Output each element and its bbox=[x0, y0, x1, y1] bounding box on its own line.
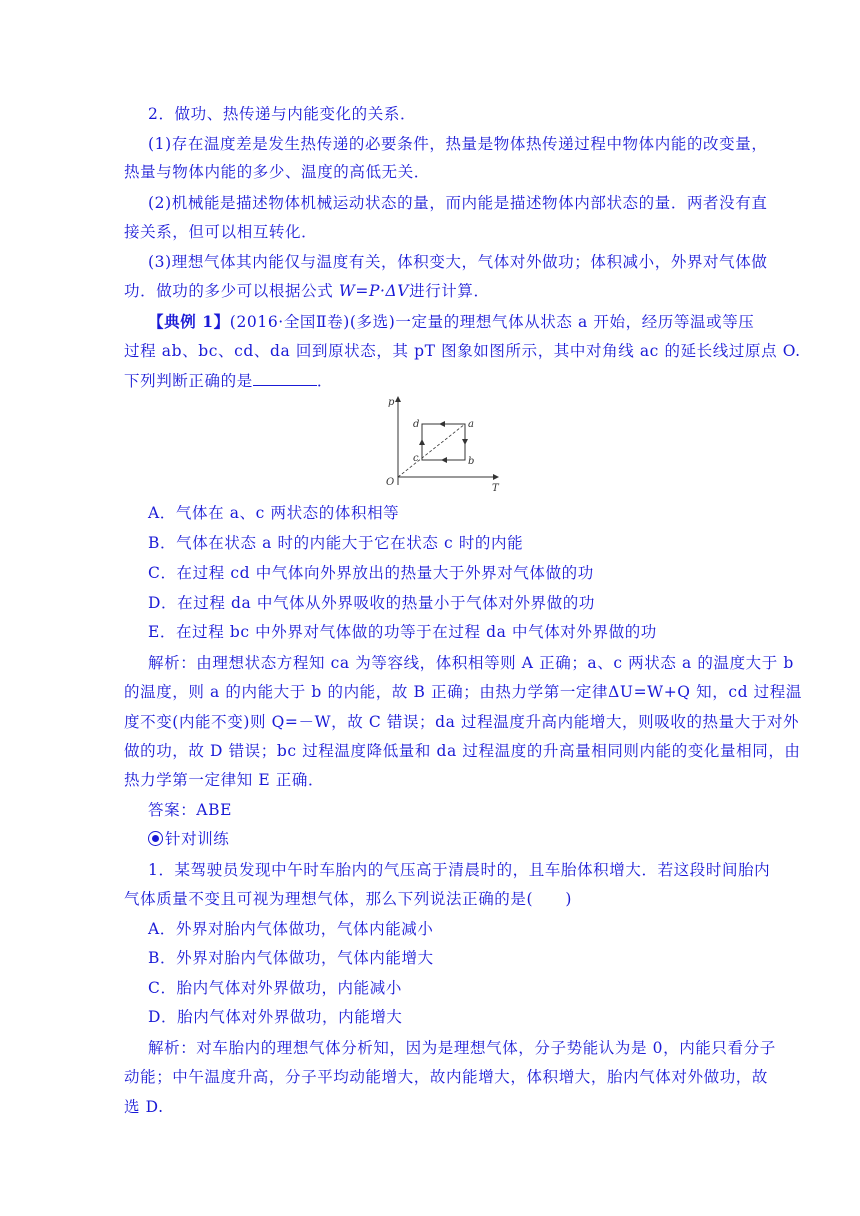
analysis-line: 热力学第一定律知 E 正确． bbox=[124, 771, 325, 789]
point-b-label: b bbox=[468, 456, 475, 467]
analysis-line: 的温度，则 a 的内能大于 b 的内能，故 B 正确；由热力学第一定律ΔU=W+Q 知，cd 过程温 bbox=[124, 683, 802, 701]
analysis-line: 解析：对车胎内的理想气体分析知，因为是理想气体，分子势能认为是 0，内能只看分子 bbox=[148, 1039, 776, 1057]
example-line: 【典例 1】(2016·全国Ⅱ卷)(多选)一定量的理想气体从状态 a 开始，经历等温或等压 bbox=[148, 312, 755, 331]
training-heading: 针对训练 bbox=[148, 829, 778, 849]
option-D: D．在过程 da 中气体从外界吸收的热量小于气体对外界做的功 bbox=[148, 594, 595, 612]
option-B: B．气体在状态 a 时的内能大于它在状态 c 时的内能 bbox=[148, 534, 524, 552]
section-heading: 2．做功、热传递与内能变化的关系． bbox=[148, 105, 417, 123]
option-E: E．在过程 bc 中外界对气体做的功等于在过程 da 中气体对外界做的功 bbox=[148, 623, 657, 641]
diagonal-ac bbox=[398, 424, 465, 477]
option-B: B．外界对胎内气体做功，气体内能增大 bbox=[148, 949, 434, 967]
bullet-icon bbox=[148, 831, 163, 846]
point-a-label: a bbox=[468, 419, 474, 430]
arrow-bc bbox=[441, 457, 447, 463]
example-label: 【典例 1】 bbox=[148, 312, 230, 331]
question-line: 气体质量不变且可视为理想气体，那么下列说法正确的是( ) bbox=[124, 890, 572, 908]
arrow-da bbox=[439, 421, 445, 427]
paragraph-line: (1)存在温度差是发生热传递的必要条件，热量是物体热传递过程中物体内能的改变量， bbox=[148, 135, 768, 153]
analysis-line: 度不变(内能不变)则 Q=－W，故 C 错误；da 过程温度升高内能增大，则吸收的热量大于对外 bbox=[124, 713, 800, 731]
paragraph-line: (3)理想气体其内能仅与温度有关，体积变大，气体对外做功；体积减小，外界对气体做 bbox=[148, 253, 768, 271]
analysis-line: 解析：由理想状态方程知 ca 为等容线，体积相等则 A 正确；a、c 两状态 a 的温度大于 b bbox=[148, 654, 794, 672]
point-c-label: c bbox=[413, 453, 419, 464]
T-axis-label: T bbox=[492, 483, 499, 494]
option-C: C．胎内气体对外界做功，内能减小 bbox=[148, 979, 402, 997]
formula: W=P·ΔV bbox=[338, 282, 410, 300]
analysis-line: 选 D. bbox=[124, 1098, 164, 1116]
arrow-ab bbox=[462, 439, 468, 445]
example-line: 过程 ab、bc、cd、da 回到原状态，其 pT 图象如图所示，其中对角线 ac 的延长线过原点 O. bbox=[124, 342, 801, 360]
point-d-label: d bbox=[413, 419, 420, 430]
paragraph-line: (2)机械能是描述物体机械运动状态的量，而内能是描述物体内部状态的量．两者没有直 bbox=[148, 194, 768, 212]
paragraph-line: 热量与物体内能的多少、温度的高低无关． bbox=[124, 163, 430, 181]
option-C: C．在过程 cd 中气体向外界放出的热量大于外界对气体做的功 bbox=[148, 564, 594, 582]
answer-blank bbox=[253, 371, 317, 386]
option-A: A．外界对胎内气体做功，气体内能减小 bbox=[148, 920, 434, 938]
arrow-cd bbox=[419, 439, 425, 445]
origin-label: O bbox=[386, 477, 395, 488]
example-line: 下列判断正确的是 ． bbox=[124, 372, 333, 390]
analysis-line: 做的功，故 D 错误；bc 过程温度降低量和 da 过程温度的升高量相同则内能的变化量相同，由 bbox=[124, 742, 801, 760]
paragraph-line: 功．做功的多少可以根据公式 W=P·ΔV进行计算． bbox=[124, 282, 490, 300]
paragraph-line: 接关系，但可以相互转化． bbox=[124, 223, 318, 241]
option-D: D．胎内气体对外界做功，内能增大 bbox=[148, 1008, 403, 1026]
answer: 答案：ABE bbox=[148, 801, 232, 819]
question-line: 1．某驾驶员发现中午时车胎内的气压高于清晨时的，且车胎体积增大．若这段时间胎内 bbox=[148, 861, 771, 879]
pT-diagram bbox=[370, 395, 510, 495]
analysis-line: 动能；中午温度升高，分子平均动能增大，故内能增大，体积增大，胎内气体对外做功，故 bbox=[124, 1068, 769, 1086]
p-axis-label: p bbox=[388, 397, 395, 408]
option-A: A．气体在 a、c 两状态的体积相等 bbox=[148, 504, 400, 522]
